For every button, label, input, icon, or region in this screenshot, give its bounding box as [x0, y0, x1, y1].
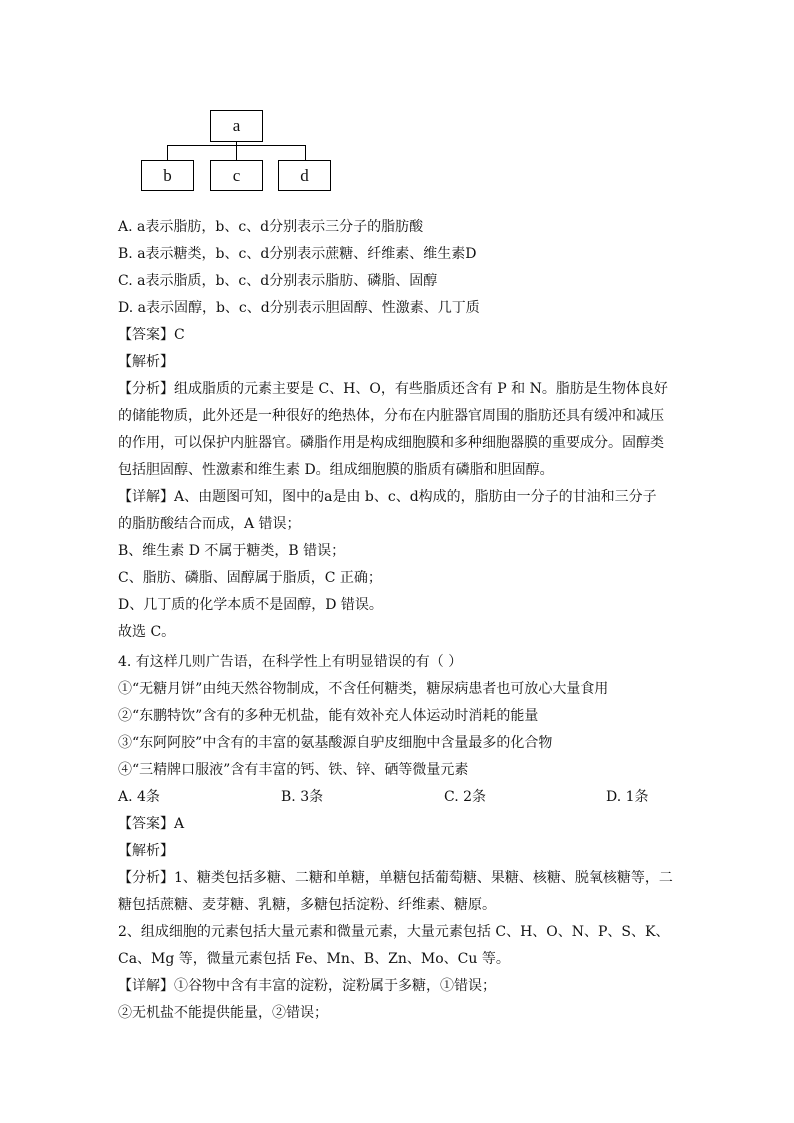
q3-option-c: C. a表示脂质，b、c、d分别表示脂肪、磷脂、固醇 — [118, 273, 438, 289]
q3-analysis-line: 包括胆固醇、性激素和维生素 D。组成细胞膜的脂质有磷脂和胆固醇。 — [118, 462, 554, 478]
q3-jiexi-heading: 【解析】 — [118, 354, 174, 370]
q4-jiexi-heading: 【解析】 — [118, 843, 174, 859]
q3-answer: 【答案】C — [118, 327, 185, 343]
q4-analysis-line: 【分析】1、糖类包括多糖、二糖和单糖，单糖包括葡萄糖、果糖、核糖、脱氧核糖等，二 — [118, 870, 673, 886]
q4-option-c: C. 2条 — [444, 789, 487, 805]
q3-detail-line: 故选 C。 — [118, 624, 176, 640]
q4-option-d: D. 1条 — [606, 789, 649, 805]
diagram-box-a: a — [210, 110, 263, 142]
q3-detail-line: C、脂肪、磷脂、固醇属于脂质，C 正确； — [118, 570, 382, 586]
q3-analysis-line: 【分析】组成脂质的元素主要是 C、H、O，有些脂质还含有 P 和 N。脂肪是生物体良好 — [118, 381, 668, 397]
diagram-connector — [305, 145, 306, 160]
diagram-connector — [167, 145, 168, 160]
q3-detail-line: B、维生素 D 不属于糖类，B 错误； — [118, 543, 346, 559]
q3-detail-line: 的脂肪酸结合而成，A 错误； — [118, 516, 301, 532]
q3-analysis-line: 的作用，可以保护内脏器官。磷脂作用是构成细胞膜和多种细胞器膜的重要成分。固醇类 — [118, 435, 664, 451]
q4-analysis-line: 糖包括蔗糖、麦芽糖、乳糖，多糖包括淀粉、纤维素、糖原。 — [118, 897, 496, 913]
q3-option-b: B. a表示糖类，b、c、d分别表示蔗糖、纤维素、维生素D — [118, 246, 477, 262]
q4-detail-line: ②无机盐不能提供能量，②错误； — [118, 1005, 328, 1021]
q4-option-b: B. 3条 — [281, 789, 324, 805]
q3-detail-line: 【详解】A、由题图可知，图中的a是由 b、c、d构成的，脂肪由一分子的甘油和三分子 — [118, 489, 657, 505]
q3-detail-line: D、几丁质的化学本质不是固醇，D 错误。 — [118, 597, 383, 613]
q4-item: ②“东鹏特饮”含有的多种无机盐，能有效补充人体运动时消耗的能量 — [118, 708, 539, 724]
q4-analysis-line: Ca、Mg 等，微量元素包括 Fe、Mn、B、Zn、Mo、Cu 等。 — [118, 951, 510, 967]
diagram-connector — [167, 145, 305, 146]
q3-analysis-line: 的储能物质，此外还是一种很好的绝热体，分布在内脏器官周围的脂肪还具有缓冲和减压 — [118, 408, 664, 424]
diagram-box-c: c — [210, 160, 263, 191]
q4-item: ④“三精牌口服液”含有丰富的钙、铁、锌、硒等微量元素 — [118, 762, 469, 778]
q3-option-a: A. a表示脂肪，b、c、d分别表示三分子的脂肪酸 — [118, 219, 424, 235]
q4-option-a: A. 4条 — [118, 789, 160, 805]
q4-detail-line: 【详解】①谷物中含有丰富的淀粉，淀粉属于多糖，①错误； — [118, 978, 496, 994]
q4-item: ③“东阿阿胶”中含有的丰富的氨基酸源自驴皮细胞中含量最多的化合物 — [118, 735, 553, 751]
diagram-box-b: b — [141, 160, 194, 191]
q4-stem: 4. 有这样几则广告语，在科学性上有明显错误的有（ ） — [118, 654, 463, 670]
q4-item: ①“无糖月饼”由纯天然谷物制成，不含任何糖类，糖尿病患者也可放心大量食用 — [118, 681, 609, 697]
q3-option-d: D. a表示固醇，b、c、d分别表示胆固醇、性激素、几丁质 — [118, 300, 480, 316]
diagram-box-d: d — [278, 160, 331, 191]
q4-analysis-line: 2、组成细胞的元素包括大量元素和微量元素，大量元素包括 C、H、O、N、P、S、K、 — [118, 924, 670, 940]
q4-answer: 【答案】A — [118, 816, 185, 832]
